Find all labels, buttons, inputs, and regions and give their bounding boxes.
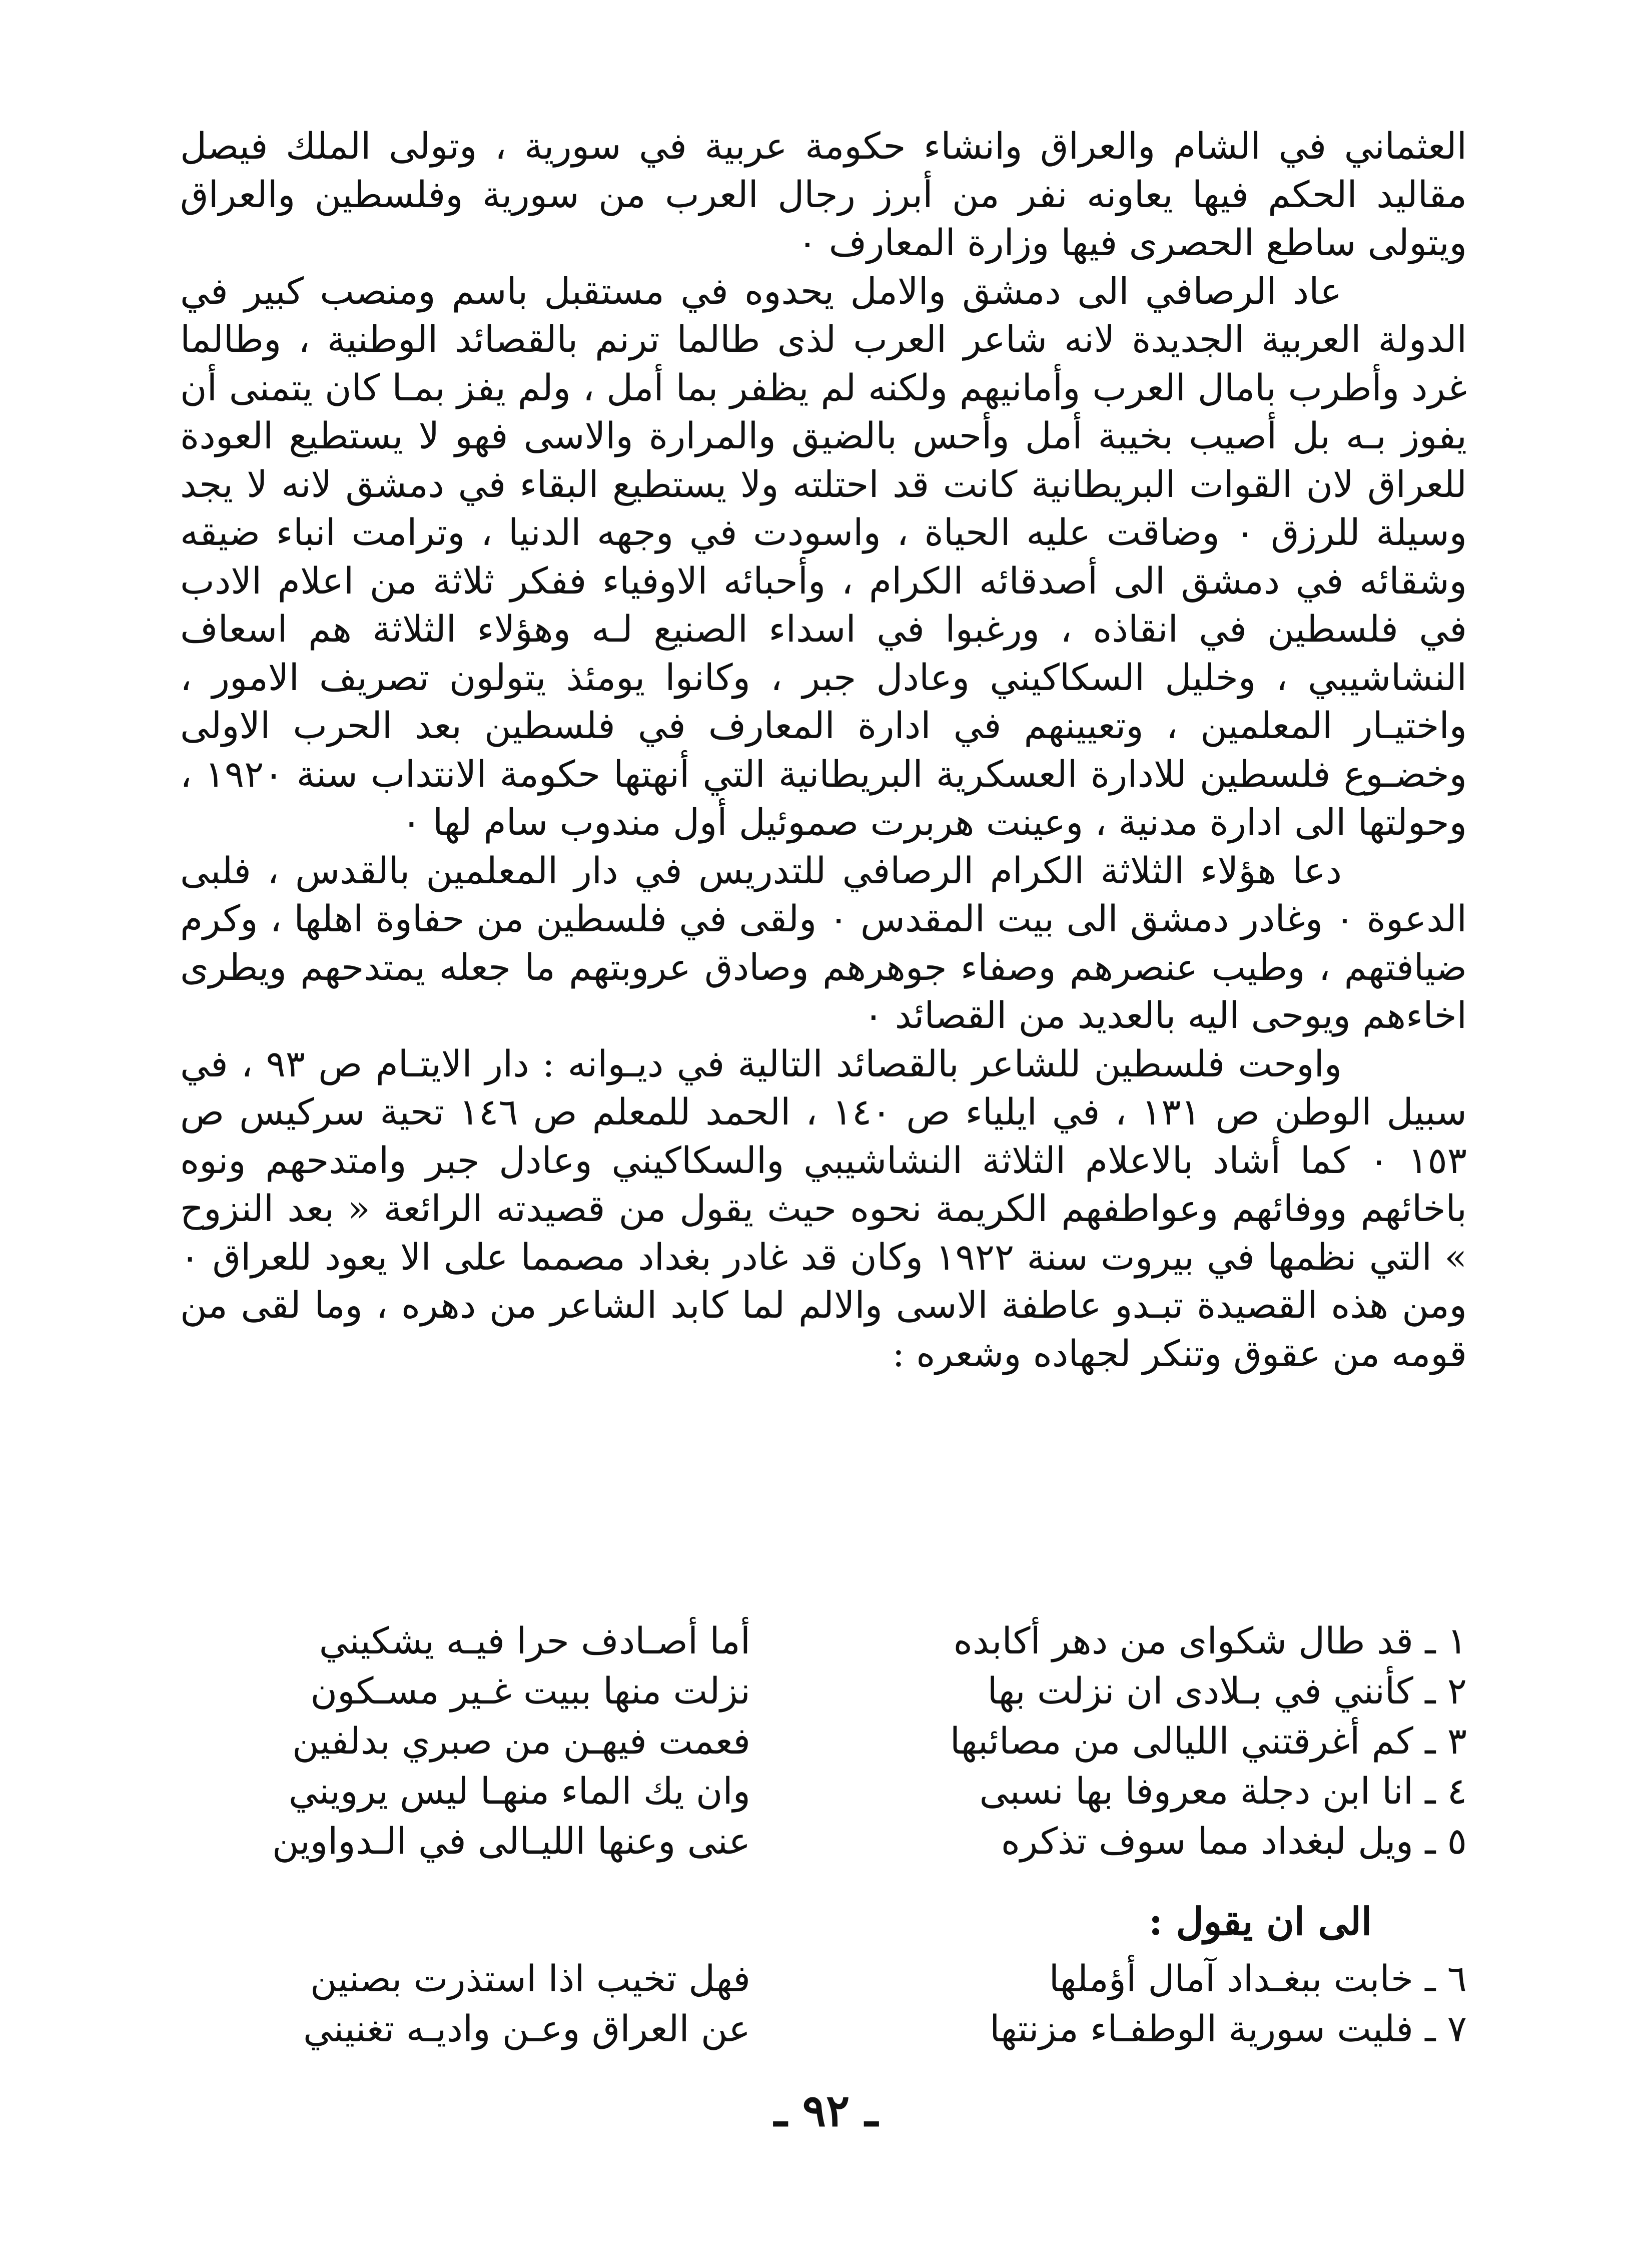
verse-1-second-hemistich: أما أصـادف حرا فيـه يشكيني	[319, 1620, 750, 1662]
verse-5-first-hemistich: ٥ ـ ويل لبغداد مما سوف تذكره	[1001, 1820, 1467, 1863]
verse-3-first-hemistich: ٣ ـ كم أغرقتني الليالى من مصائبها	[950, 1720, 1467, 1763]
verse-7-second-hemistich: عن العراق وعـن واديـه تغنيني	[303, 2008, 750, 2050]
paragraph-3: دعا هؤلاء الثلاثة الكرام الرصافي للتدريس في دار المعلمين بالقدس ، فلبى الدعوة ٠ وغادر دمشق الى بيت المقدس ٠ ولقى في فلسطين من حفاوة اهلها ، وكرم ضيافتهم ، وطيب عنصرهم وصفاء جوهرهم وصادق عروبتهم ما جعله يمتدحهم ويطرى اخاءهم ويوحى اليه بالعديد من القصائد ٠	[180, 849, 1467, 1037]
poem-block-1	[180, 1616, 1467, 1867]
verse-7-first-hemistich: ٧ ـ فليت سورية الوطفـاء مزنتها	[990, 2008, 1467, 2050]
verse-5	[180, 1817, 1467, 1867]
paragraph-4: واوحت فلسطين للشاعر بالقصائد التالية في ديـوانه : دار الايتـام ص ٩٣ ، في سبيل الوطن ص ١٣١ ، في ايلياء ص ١٤٠ ، الحمد للمعلم ص ١٤٦ تحية سركيس ص ١٥٣ ٠ كما أشاد بالاعلام الثلاثة النشاشيبي والسكاكيني وعادل جبر وامتدحهم ونوه باخائهم ووفائهم وعواطفهم الكريمة نحوه حيث يقول من قصيدته الرائعة « بعد النزوح » التي نظمها في بيروت سنة ١٩٢٢ وكان قد غادر بغداد مصمما على الا يعود للعراق ٠ ومن هذه القصيدة تبـدو عاطفة الاسى والالم لما كابد الشاعر من دهره ، وما لقى من قومه من عقوق وتنكر لجهاده وشعره :	[180, 1042, 1467, 1375]
verse-1-first-hemistich: ١ ـ قد طال شكواى من دهر أكابده	[953, 1620, 1467, 1662]
verse-2-first-hemistich: ٢ ـ كأنني في بـلادى ان نزلت بها	[987, 1670, 1467, 1713]
page-body	[180, 123, 1467, 1378]
verse-2	[180, 1666, 1467, 1717]
verse-6-second-hemistich: فهل تخيب اذا استذرت بصنين	[310, 1958, 750, 2000]
verse-4-first-hemistich: ٤ ـ انا ابن دجلة معروفا بها نسبى	[979, 1770, 1467, 1813]
interlude-heading: الى ان يقول :	[1148, 1899, 1372, 1944]
verse-7	[180, 2004, 1467, 2054]
verse-4	[180, 1767, 1467, 1817]
paragraph-2: عاد الرصافي الى دمشق والامل يحدوه في مستقبل باسم ومنصب كبير في الدولة العربية الجديدة لانه شاعر العرب لذى طالما ترنم بالقصائد الوطنية ، وطالما غرد وأطرب بامال العرب وأمانيهم ولكنه لم يظفر بما أمل ، ولم يفز بمـا كان يتمنى أن يفوز بـه بل أصيب بخيبة أمل وأحس بالضيق والمرارة والاسى فهو لا يستطيع العودة للعراق لان القوات البريطانية كانت قد احتلته ولا يستطيع البقاء في دمشق لانه لا يجد وسيلة للرزق ٠ وضاقت عليه الحياة ، واسودت في وجهه الدنيا ، وترامت انباء ضيقه وشقائه في دمشق الى أصدقائه الكرام ، وأحبائه الاوفياء ففكر ثلاثة من اعلام الادب في فلسطين في انقاذه ، ورغبوا في اسداء الصنيع لـه وهؤلاء الثلاثة هم اسعاف النشاشيبي ، وخليل السكاكيني وعادل جبر ، وكانوا يومئذ يتولون تصريف الامور ، واختيـار المعلمين ، وتعيينهم في ادارة المعارف في فلسطين بعد الحرب الاولى وخضـوع فلسطين للادارة العسكرية البريطانية التي أنهتها حكومة الانتداب سنة ١٩٢٠ ، وحولتها الى ادارة مدنية ، وعينت هربرت صموئيل أول مندوب سام لها ٠	[180, 270, 1467, 844]
paragraph-1: العثماني في الشام والعراق وانشاء حكومة عربية في سورية ، وتولى الملك فيصل مقاليد الحكم فيها يعاونه نفر من أبرز رجال العرب من سورية وفلسطين والعراق ويتولى ساطع الحصرى فيها وزارة المعارف ٠	[180, 125, 1467, 264]
verse-3-second-hemistich: فعمت فيهـن من صبري بدلفين	[292, 1720, 750, 1763]
verse-3	[180, 1717, 1467, 1767]
verse-2-second-hemistich: نزلت منها ببيت غـير مسـكون	[310, 1670, 750, 1713]
verse-4-second-hemistich: وان يك الماء منهـا ليس يرويني	[288, 1770, 750, 1813]
poem-block-2	[180, 1954, 1467, 2054]
verse-6-first-hemistich: ٦ ـ خابت ببغـداد آمال أؤملها	[1049, 1958, 1467, 2000]
verse-5-second-hemistich: عنى وعنها الليـالى في الـدواوين	[272, 1820, 750, 1863]
verse-1	[180, 1616, 1467, 1666]
verse-6	[180, 1954, 1467, 2004]
page-number: ـ ٩٢ ـ	[774, 2084, 878, 2136]
